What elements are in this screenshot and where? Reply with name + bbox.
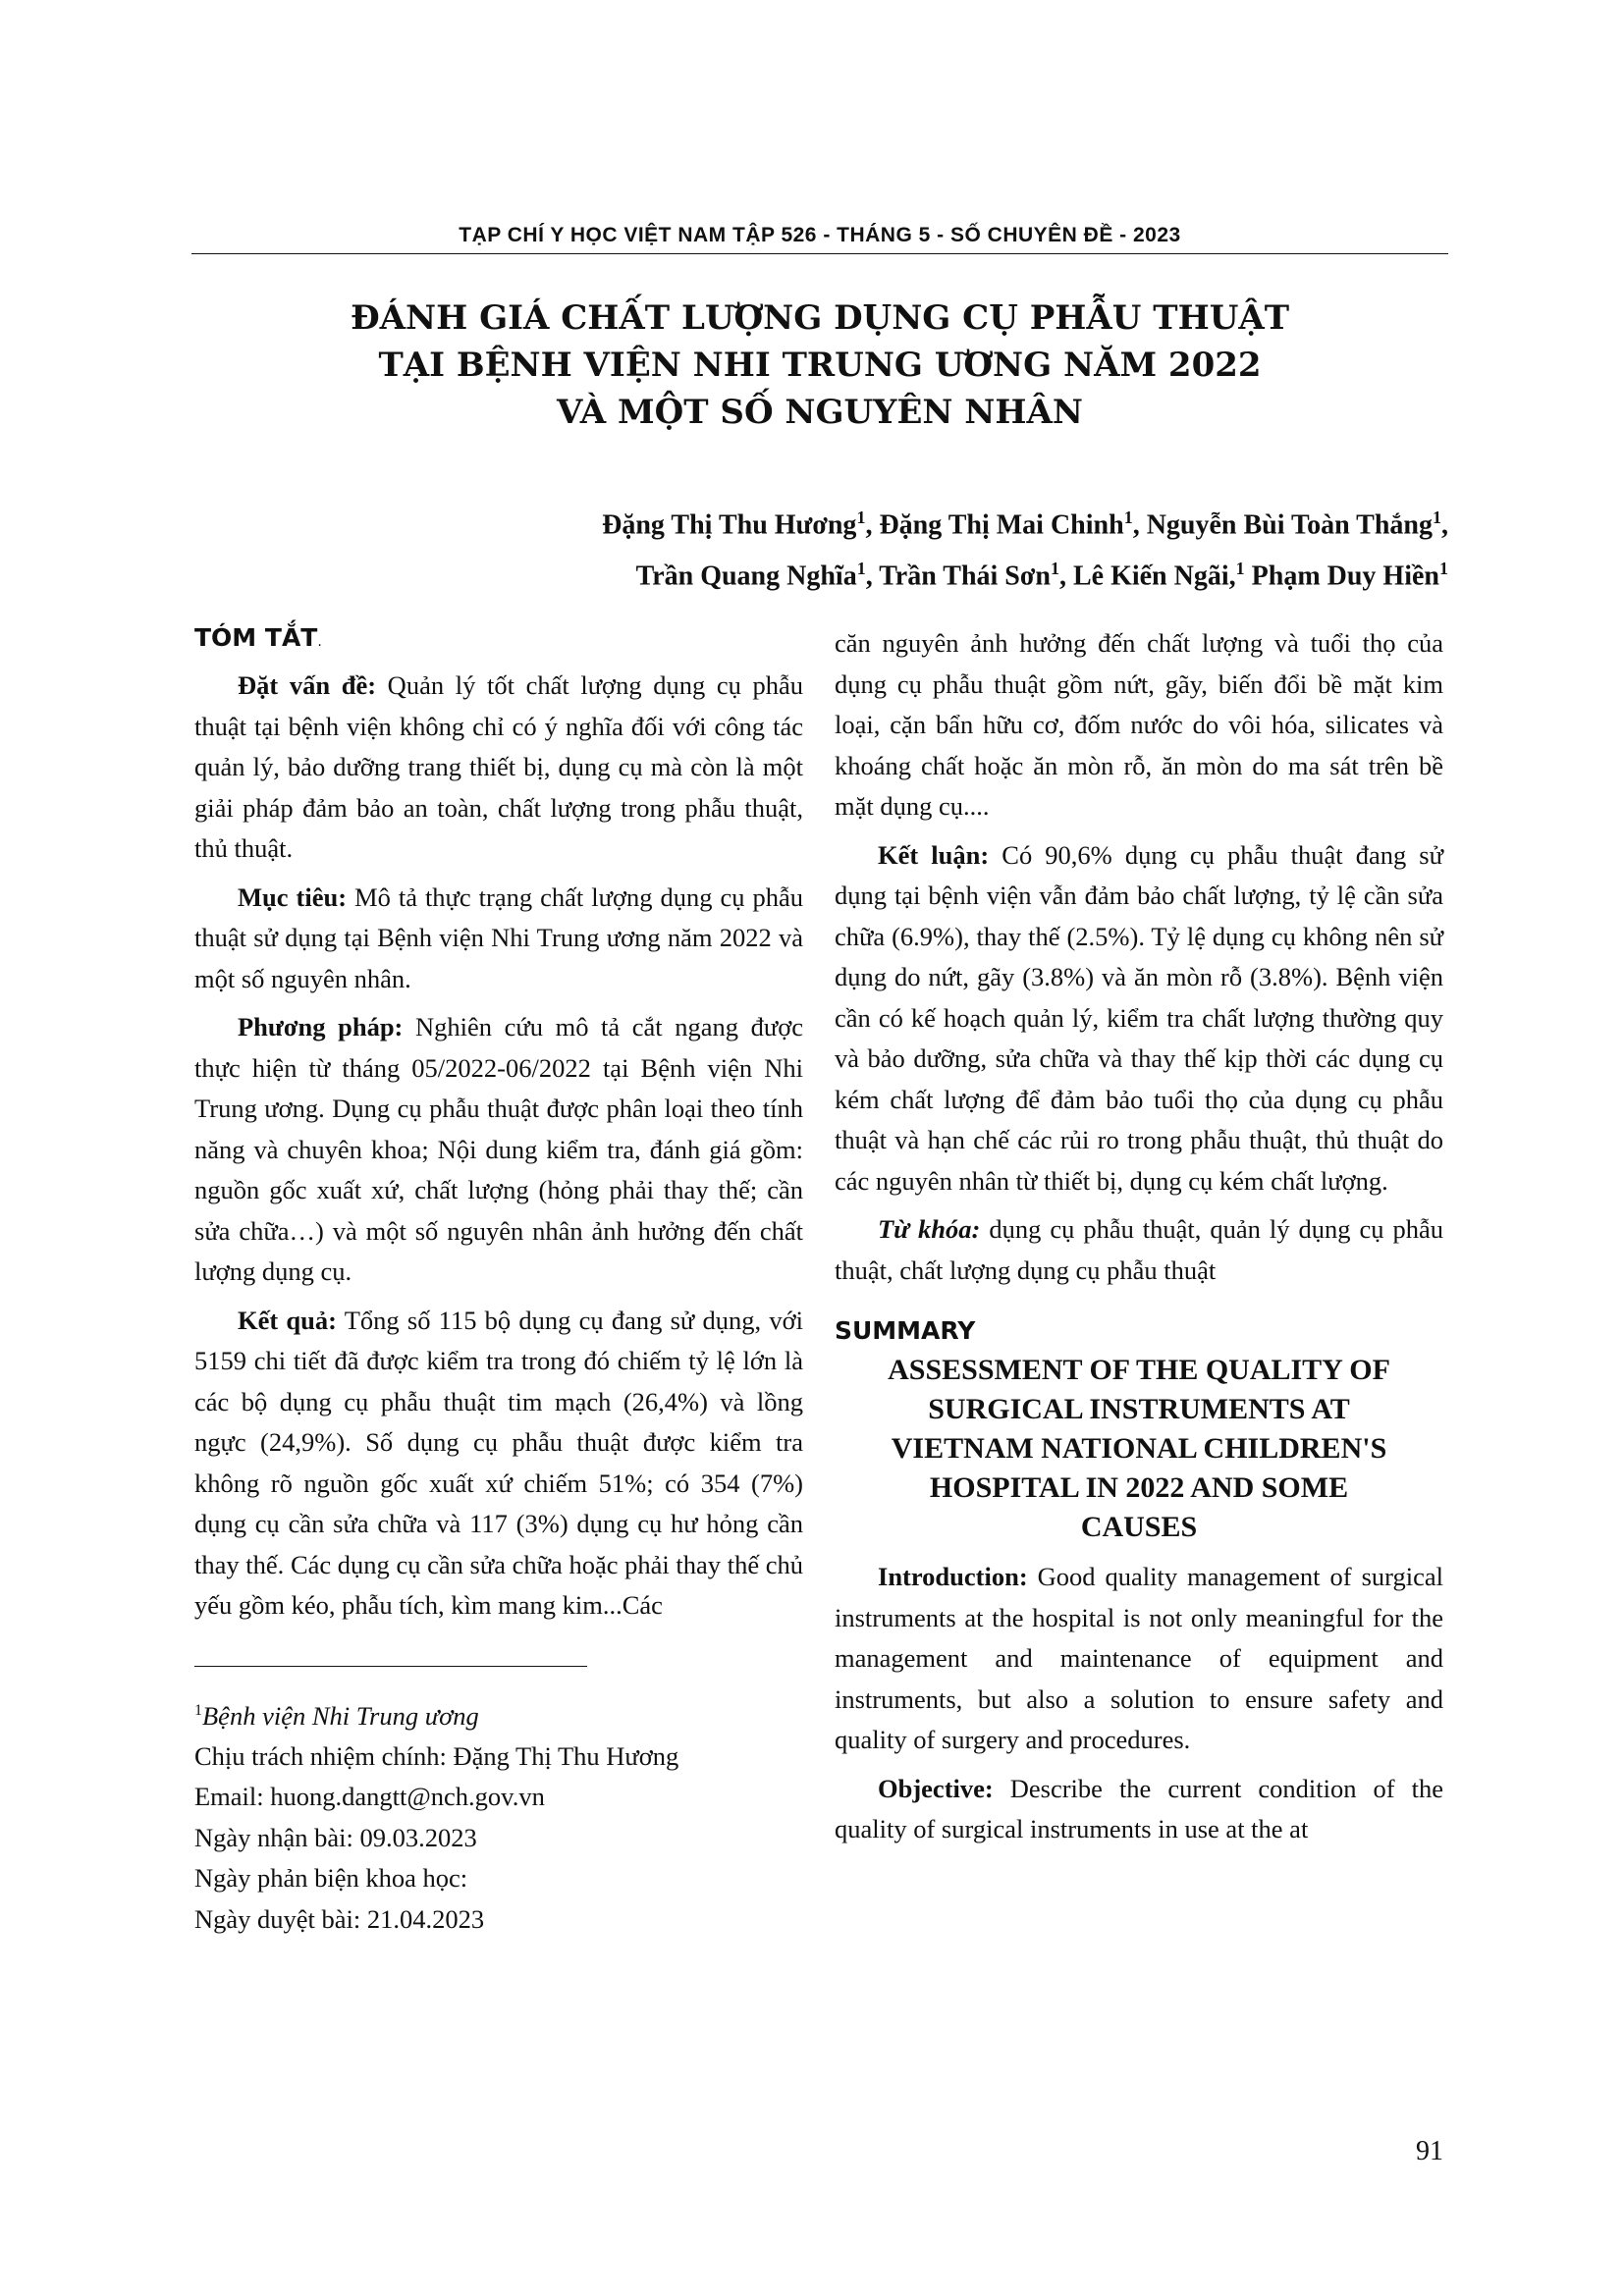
footnote-corresponding: Chịu trách nhiệm chính: Đặng Thị Thu Hương [194,1740,679,1771]
abstract-result [194,1301,803,1627]
summary-introduction [835,1557,1443,1761]
objective-text: Mô tả thực trạng chất lượng dụng cụ phẫu thuật sử dụng tại Bệnh viện Nhi Trung ương năm 2022 và một số nguyên nhân. [194,881,803,993]
affiliation-mark: 1 [1439,559,1448,579]
title-line: TẠI BỆNH VIỆN NHI TRUNG ƯƠNG NĂM 2022 [378,346,1262,385]
english-title-line: CAUSES [1080,1511,1198,1543]
article-title [191,294,1448,436]
journal-running-header: TẠP CHÍ Y HỌC VIỆT NAM TẬP 526 - THÁNG 5 - SỐ CHUYÊN ĐỀ - 2023 [459,224,1181,246]
author-name: Trần Quang Nghĩa [635,561,857,592]
abstract-heading-text: TÓM TẮT [194,623,318,652]
conclusion-label: Kết luận: [878,839,990,870]
english-title-line: ASSESSMENT OF THE QUALITY OF [888,1354,1390,1386]
author-list [191,496,1448,599]
keywords-label: Từ khóa: [878,1214,981,1244]
keywords-text: dụng cụ phẫu thuật, quản lý dụng cụ phẫu thuật, chất lượng dụng cụ phẫu thuật [835,1214,1443,1285]
abstract-result-continued: căn nguyên ảnh hưởng đến chất lượng và tuổi thọ của dụng cụ phẫu thuật gồm nứt, gãy, biến đổi bề mặt kim loại, cặn bẩn hữu cơ, đốm nước do vôi hóa, silicates và khoáng chất hoặc ăn mòn rỗ, ăn mòn do ma sát trên bề mặt dụng cụ.... [835,628,1443,821]
abstract-background [194,666,803,870]
english-title-line: SURGICAL INSTRUMENTS AT [928,1393,1350,1425]
author-name: Nguyễn Bùi Toàn Thắng [1146,509,1433,541]
author-separator: , [865,561,880,592]
title-line: VÀ MỘT SỐ NGUYÊN NHÂN [557,393,1083,432]
abstract-heading-mark: . [317,634,322,650]
result-label: Kết quả: [238,1305,337,1335]
author-line [191,547,1448,598]
header-divider [191,253,1448,254]
author-name: Đặng Thị Thu Hương [602,509,857,541]
affiliation-mark: 1 [1235,559,1245,579]
author-separator: , [865,509,880,541]
abstract-method [194,1007,803,1293]
footnote-reviewed: Ngày phản biện khoa học: [194,1863,468,1894]
page-number: 91 [1416,2136,1443,2166]
affiliation-mark: 1 [1050,559,1059,579]
affiliation-mark: 1 [1123,507,1133,527]
abstract-conclusion [835,835,1443,1202]
introduction-label: Introduction: [878,1562,1028,1591]
footnote-received: Ngày nhận bài: 09.03.2023 [194,1822,477,1852]
objective-label: Mục tiêu: [238,881,348,912]
result-text: Tổng số 115 bộ dụng cụ đang sử dụng, với 5159 chi tiết đã được kiểm tra trong đó chiếm tỷ lệ lớn là các bộ dụng cụ phẫu thuật tim mạch (26,4%) và lồng ngực (24,9%). Số dụng cụ phẫu thuật được kiểm tra không rõ nguồn gốc xuất xứ chiếm 51%; có 354 (7%) dụng cụ cần sửa chữa và 117 (3%) dụng cụ hư hỏng cần thay thế. Các dụng cụ cần sửa chữa hoặc phải thay thế chủ yếu gồm kéo, phẫu tích, kìm mang kim...Các [194,1305,803,1620]
author-name: Phạm Duy Hiền [1251,561,1439,592]
footnote-accepted: Ngày duyệt bài: 21.04.2023 [194,1903,485,1934]
conclusion-text: Có 90,6% dụng cụ phẫu thuật đang sử dụng tại bệnh viện vẫn đảm bảo chất lượng, tỷ lệ cần sửa chữa (6.9%), thay thế (2.5%). Tỷ lệ dụng cụ không nên sử dụng do nứt, gãy (3.8%) và ăn mòn rỗ (3.8%). Bệnh viện cần có kế hoạch quản lý, kiểm tra chất lượng thường quy và bảo dưỡng, sửa chữa và thay thế kịp thời các dụng cụ kém chất lượng để đảm bảo tuổi thọ của dụng cụ phẫu thuật và hạn chế các rủi ro trong phẫu thuật, thủ thuật do các nguyên nhân từ thiết bị, dụng cụ kém chất lượng. [835,839,1443,1196]
author-name: Đặng Thị Mai Chinh [879,509,1124,541]
author-separator: , [1058,561,1073,592]
english-title [835,1351,1443,1547]
left-column [194,623,803,1940]
background-text: Quản lý tốt chất lượng dụng cụ phẫu thuật tại bệnh viện không chỉ có ý nghĩa đối với công tác quản lý, bảo dưỡng trang thiết bị, dụng cụ mà còn là một giải pháp đảm bảo an toàn, chất lượng trong phẫu thuật, thủ thuật. [194,670,803,863]
introduction-text: Good quality management of surgical instruments at the hospital is not only meaningful for the management and maintenance of equipment and instruments, but also a solution to ensure safety and quality of surgery and procedures. [835,1562,1443,1754]
summary-objective-text: Describe the current condition of the quality of surgical instruments in use at the at [835,1773,1443,1843]
title-line: ĐÁNH GIÁ CHẤT LƯỢNG DỤNG CỤ PHẪU THUẬT [350,298,1290,338]
affiliation-text: Bệnh viện Nhi Trung ương [202,1700,479,1731]
right-column [835,623,1443,1858]
english-title-line: VIETNAM NATIONAL CHILDREN'S [891,1432,1387,1465]
affiliation-mark: 1 [1433,507,1441,527]
method-label: Phương pháp: [238,1012,404,1041]
summary-objective [835,1769,1443,1850]
author-line: Đặng Thị Thu Hương$^1$, Đặng Thị Mai Chinh$^1$, Nguyễn Bùi Toàn Thắng$^1$, [602,507,1448,541]
summary-heading: SUMMARY [835,1316,976,1345]
footnote-email: Email: huong.dangtt@nch.gov.vn [194,1782,545,1812]
affiliation-mark: 1 [856,559,866,579]
method-text: Nghiên cứu mô tả cắt ngang được thực hiện từ tháng 05/2022-06/2022 tại Bệnh viện Nhi Trung ương. Dụng cụ phẫu thuật được phân loại theo tính năng và chuyên khoa; Nội dung kiểm tra, đánh giá gồm: nguồn gốc xuất xứ, chất lượng (hỏng phải thay thế; cần sửa chữa…) và một số nguyên nhân ảnh hưởng đến chất lượng dụng cụ. [194,1012,803,1286]
summary-objective-label: Objective: [878,1773,994,1803]
footnote-divider [194,1666,587,1667]
english-title-line: HOSPITAL IN 2022 AND SOME [929,1471,1349,1504]
abstract-keywords [835,1209,1443,1291]
background-label: Đặt vấn đề: [238,670,377,700]
abstract-heading [194,623,803,652]
author-name: Lê Kiến Ngãi, [1072,561,1236,592]
footnote-affiliation [194,1690,803,1736]
affiliation-mark: 1 [856,507,866,527]
abstract-objective [194,878,803,1000]
author-separator: , [1132,509,1147,541]
author-name: Trần Thái Sơn [879,561,1051,592]
footnote-mark: 1 [194,1701,202,1719]
